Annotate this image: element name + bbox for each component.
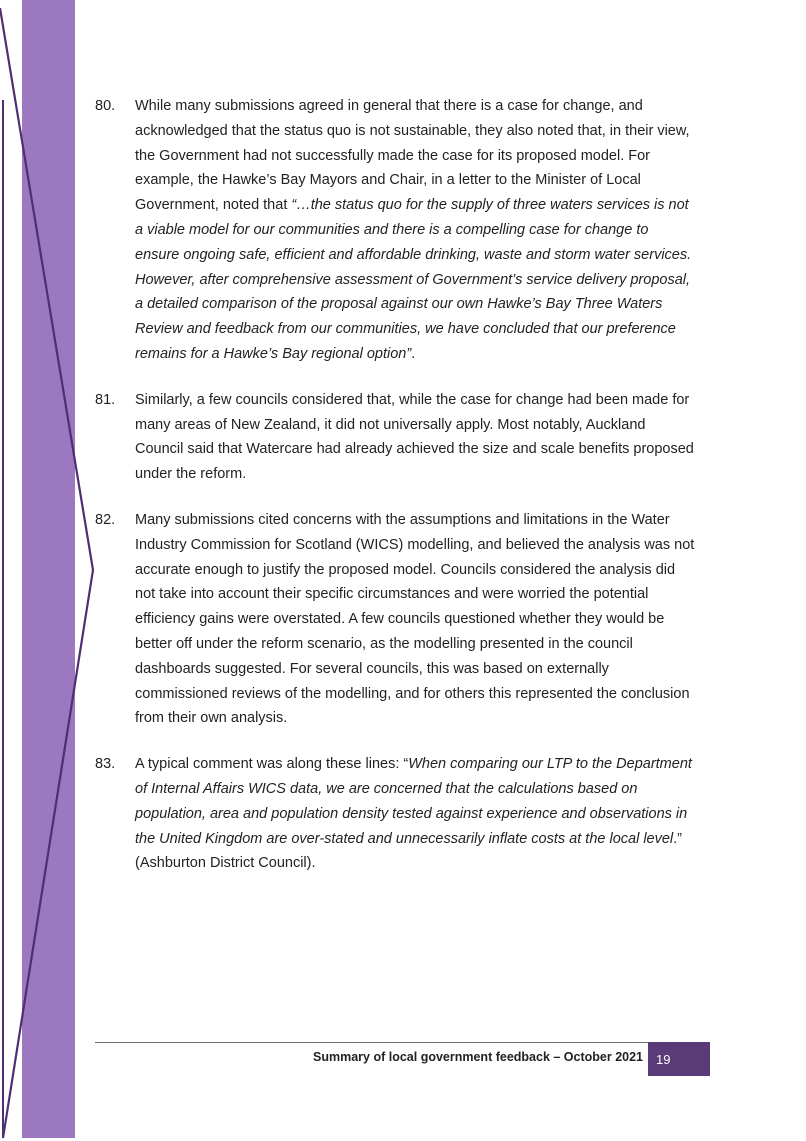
paragraph-text (135, 388, 695, 487)
paragraph-text (135, 94, 695, 367)
text-segment: While many submissions agreed in general that there is a case for change, and acknowledged that the status quo is not sustainable, they also noted that, in their view, the Government had not successfully made the case for its proposed model. For example, the Hawke’s Bay Mayors and Chair, in a letter to the Minister of Local Government, noted that (135, 98, 690, 214)
text-segment: Many submissions cited concerns with the assumptions and limitations in the Water Industry Commission for Scotland (WICS) modelling, and believed the analysis was not accurate enough to justify the proposed model. Councils considered the analysis did not take into account their specific circumstances and were worried the potential efficiency gains were overstated. A few councils questioned whether they would be better off under the reform scenario, as the modelling presented in the council dashboards suggested. For several councils, this was based on externally commissioned reviews of the modelling, and for others this represented the conclusion from their own analysis. (135, 511, 695, 727)
decorative-lines (0, 0, 110, 1141)
paragraph-80 (95, 94, 695, 367)
text-segment: A typical comment was along these lines: “ (135, 756, 409, 773)
paragraph-text (135, 752, 695, 876)
paragraph-number: 83. (95, 756, 116, 773)
paragraph-81 (95, 388, 695, 487)
paragraph-number: 82. (95, 511, 116, 528)
paragraph-83 (95, 752, 695, 876)
paragraph-text (135, 508, 695, 731)
paragraph-number: 81. (95, 391, 116, 408)
paragraph-82 (95, 508, 695, 731)
footer-title: Summary of local government feedback – October 2021 (313, 1050, 643, 1064)
text-segment: Similarly, a few councils considered that, while the case for change had been made for many areas of New Zealand, it did not universally apply. Most notably, Auckland Council said that Watercare had already achieved the size and scale benefits proposed under the reform. (135, 391, 694, 483)
text-segment: .” (Ashburton District Council). (135, 830, 683, 872)
footer-rule (95, 1042, 648, 1043)
paragraph-number: 80. (95, 98, 116, 114)
text-segment: . (411, 345, 416, 362)
quote-segment: When comparing our LTP to the Department of Internal Affairs WICS data, we are concerned that the calculations based on population, area and population density tested against experience and observations in the United Kingdom are over-stated and unnecessarily inflate costs at the local level (135, 756, 692, 847)
page-number: 19 (648, 1042, 710, 1076)
quote-segment: “…the status quo for the supply of three waters services is not a viable model for our communities and there is a compelling case for change to ensure ongoing safe, efficient and affordable drinking, waste and storm water services. However, after comprehensive assessment of Government’s service delivery proposal, a detailed comparison of the proposal against our own Hawke’s Bay Three Waters Review and feedback from our communities, we have concluded that our preference remains for a Hawke’s Bay regional option” (135, 197, 692, 362)
document-body (95, 94, 695, 897)
